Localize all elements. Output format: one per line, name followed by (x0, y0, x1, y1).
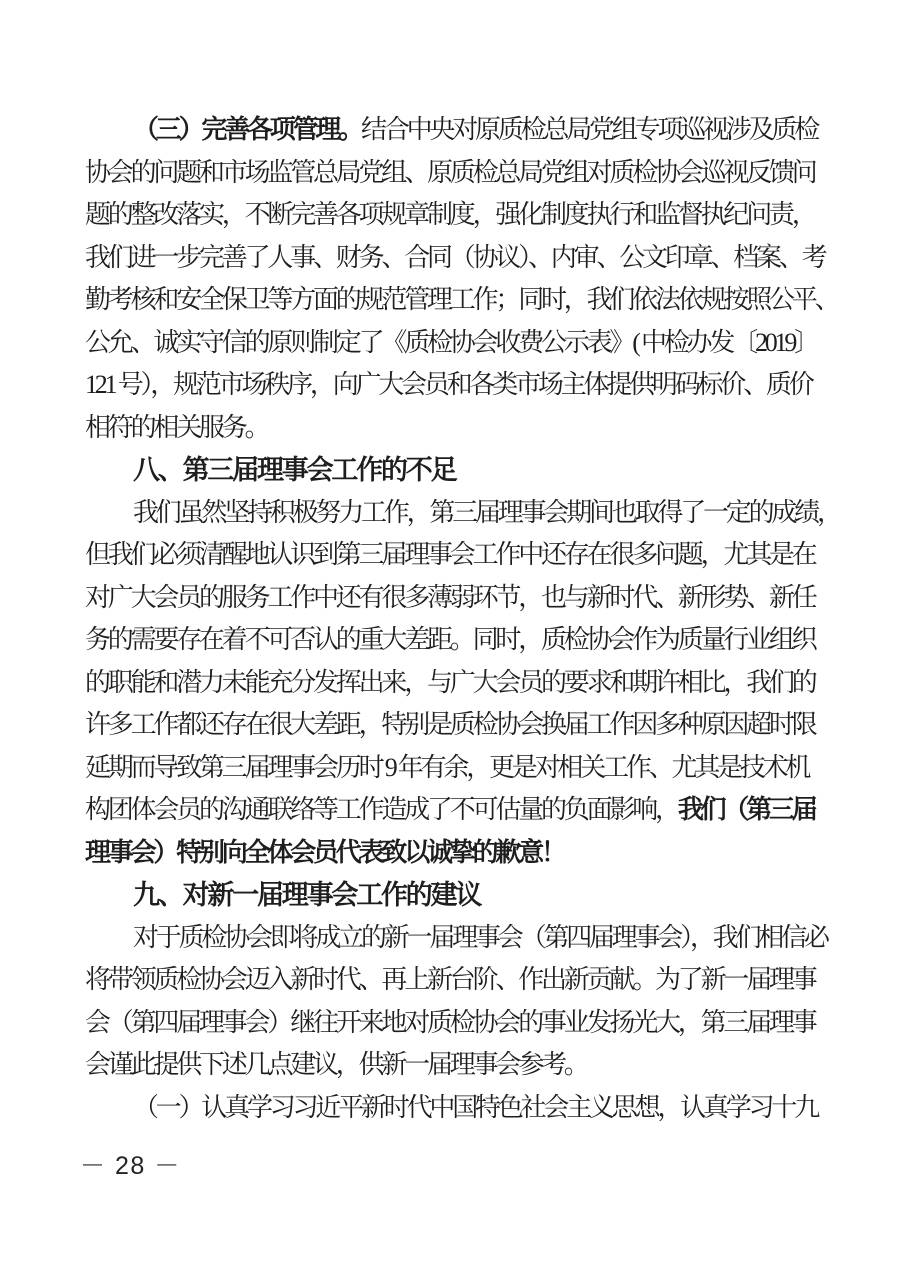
paragraph-line (85, 789, 817, 832)
paragraph-line: 的职能和潜力未能充分发挥出来，与广大会员的要求和期许相比，我们的 (85, 667, 815, 697)
document-body (85, 109, 840, 1129)
paragraph-line: 121 号），规范市场秩序，向广大会员和各类市场主体提供明码标价、质价 (85, 370, 812, 399)
apology-bold-line: 理事会）特别向全体会员代表致以诚挚的歉意！ (85, 837, 564, 867)
page-number: － 28 － (80, 1152, 181, 1180)
paragraph-line: 对广大会员的服务工作中还有很多薄弱环节，也与新时代、新形势、新任 (85, 582, 815, 612)
paragraph-line: 我们进一步完善了人事、财务、合同（协议）、内审、公文印章、档案、考 (85, 242, 825, 272)
section-heading-8: 八、第三届理事会工作的不足 (133, 455, 456, 485)
paragraph-line: 我们虽然坚持积极努力工作，第三届理事会期间也取得了一定的成绩， (133, 497, 840, 527)
subsection-lead-bold: （三）完善各项管理。 (133, 115, 362, 144)
paragraph-line: （一）认真学习习近平新时代中国特色社会主义思想，认真学习十九 (133, 1092, 818, 1122)
paragraph-line: 会谨此提供下述几点建议，供新一届理事会参考。 (85, 1050, 587, 1079)
paragraph-line: 相符的相关服务。 (85, 412, 268, 442)
paragraph-line (85, 109, 817, 152)
paragraph-line: 勤考核和安全保卫等方面的规范管理工作；同时，我们依法依规按照公平、 (85, 285, 838, 314)
paragraph-line: 延期而导致第三届理事会历时 9 年有余，更是对相关工作、尤其是技术机 (85, 752, 809, 782)
paragraph-line: 对于质检协会即将成立的新一届理事会（第四届理事会），我们相信必 (133, 922, 827, 952)
section-heading-9: 九、对新一届理事会工作的建议 (133, 880, 481, 910)
paragraph-line: 将带领质检协会迈入新时代、再上新台阶、作出新贡献。为了新一届理事 (85, 965, 815, 994)
paragraph-line: 但我们必须清醒地认识到第三届理事会工作中还存在很多问题，尤其是在 (85, 540, 815, 569)
text-run: 构团体会员的沟通联络等工作造成了不可估量的负面影响， (85, 795, 678, 824)
text-run: 结合中央对原质检总局党组专项巡视涉及质检 (361, 115, 818, 144)
paragraph-line: 务的需要存在着不可否认的重大差距。同时，质检协会作为质量行业组织 (85, 625, 815, 654)
paragraph-line: 会（第四届理事会）继往开来地对质检协会的事业发扬光大，第三届理事 (85, 1007, 815, 1037)
paragraph-line: 题的整改落实，不断完善各项规章制度，强化制度执行和监督执纪问责， (85, 200, 815, 229)
paragraph-line: 公允、诚实守信的原则制定了《质检协会收费公示表》( 中检办发〔2019〕 (85, 327, 817, 357)
apology-bold-run: 我们（第三届 (677, 795, 815, 824)
paragraph-line: 许多工作都还存在很大差距，特别是质检协会换届工作因多种原因超时限 (85, 710, 815, 739)
paragraph-line: 协会的问题和市场监管总局党组、原质检总局党组对质检协会巡视反馈问 (85, 157, 815, 187)
